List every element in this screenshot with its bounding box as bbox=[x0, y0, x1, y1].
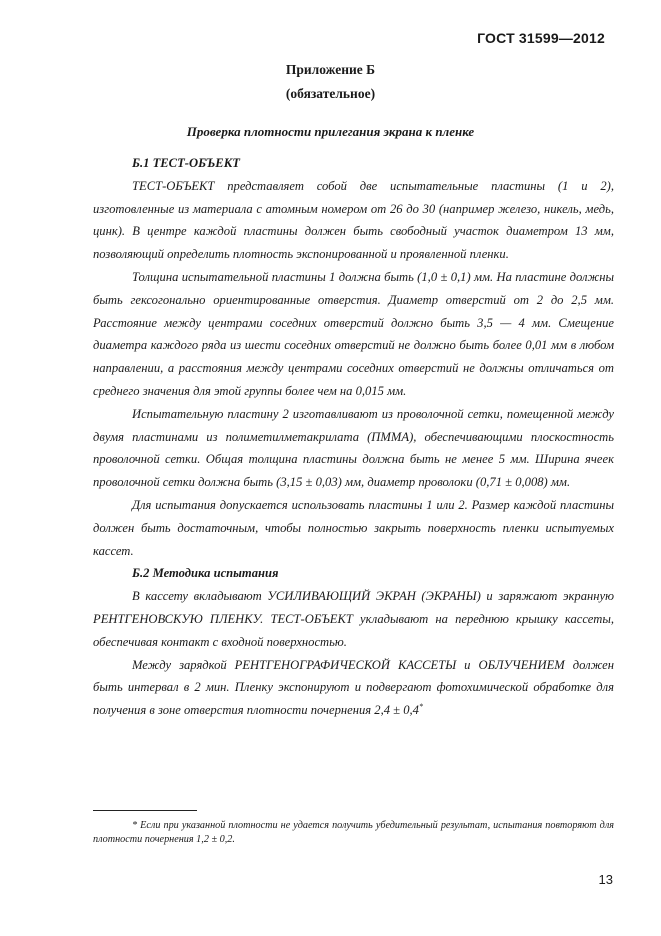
page-number: 13 bbox=[598, 872, 613, 887]
footnote-reference: * bbox=[418, 702, 423, 712]
appendix-title: Приложение Б bbox=[285, 62, 376, 77]
appendix-subtitle: (обязательное) bbox=[285, 86, 376, 101]
footnote-divider bbox=[93, 810, 197, 811]
paragraph: ТЕСТ-ОБЪЕКТ представляет собой две испытательные пластины (1 и 2), изготовленные из материала с атомным номером от 26 до 30 (например железо, никель, медь, цинк). В центре каждой пластины должен быть свободный участок диаметром 13 мм, позволяющий определить плотность экспонированной и проявленной пленки. bbox=[93, 178, 614, 262]
standard-number: ГОСТ 31599—2012 bbox=[477, 30, 605, 46]
body-text bbox=[93, 152, 614, 722]
footnote-text: * Если при указанной плотности не удается получить убедительный результат, испытания повторяют для плотности почернения 1,2 ± 0,2. bbox=[93, 820, 614, 845]
paragraph: Толщина испытательной пластины 1 должна быть (1,0 ± 0,1) мм. На пластине должны быть гексогонально ориентированные отверстия. Диаметр отверстий от 2 до 2,5 мм. Расстояние между центрами соседних отверстий должно быть 3,5 — 4 мм. Смещение диаметра каждого ряда из шести соседних отверстий не должно быть более 0,01 мм в любом направлении, а расстояния между центрами соседних отверстий не должны отличаться от среднего значения для этой группы более чем на 0,015 мм. bbox=[93, 269, 614, 398]
paragraph-text: Между зарядкой РЕНТГЕНОГРАФИЧЕСКОЙ КАССЕТЫ и ОБЛУЧЕНИЕМ должен быть интервал в 2 мин. Пленку экспонируют и подвергают фотохимической обработке для получения в зоне отверстия плотности почернения 2,4 ± 0,4 bbox=[93, 657, 614, 718]
paragraph: Испытательную пластину 2 изготавливают из проволочной сетки, помещенной между двумя пластинами из полиметилметакрилата (ПММА), обеспечивающими плоскостность проволочной сетки. Общая толщина пластины должна быть не менее 5 мм. Ширина ячеек проволочной сетки должна быть (3,15 ± 0,03) мм, диаметр проволоки (0,71 ± 0,008) мм. bbox=[93, 406, 614, 490]
heading-b1: Б.1 ТЕСТ-ОБЪЕКТ bbox=[132, 156, 240, 170]
paragraph: В кассету вкладывают УСИЛИВАЮЩИЙ ЭКРАН (ЭКРАНЫ) и заряжают экранную РЕНТГЕНОВСКУЮ ПЛЕНКУ. ТЕСТ-ОБЪЕКТ укладывают на переднюю крышку кассеты, обеспечивая контакт с входной поверхностью. bbox=[93, 589, 614, 649]
section-title: Проверка плотности прилегания экрана к пленке bbox=[186, 124, 475, 139]
heading-b2: Б.2 Методика испытания bbox=[132, 566, 279, 581]
paragraph: Для испытания допускается использовать пластины 1 или 2. Размер каждой пластины должен быть достаточным, чтобы полностью закрыть поверхность пленки испытуемых кассет. bbox=[93, 497, 614, 558]
paragraph-with-footnote-ref bbox=[93, 654, 614, 722]
